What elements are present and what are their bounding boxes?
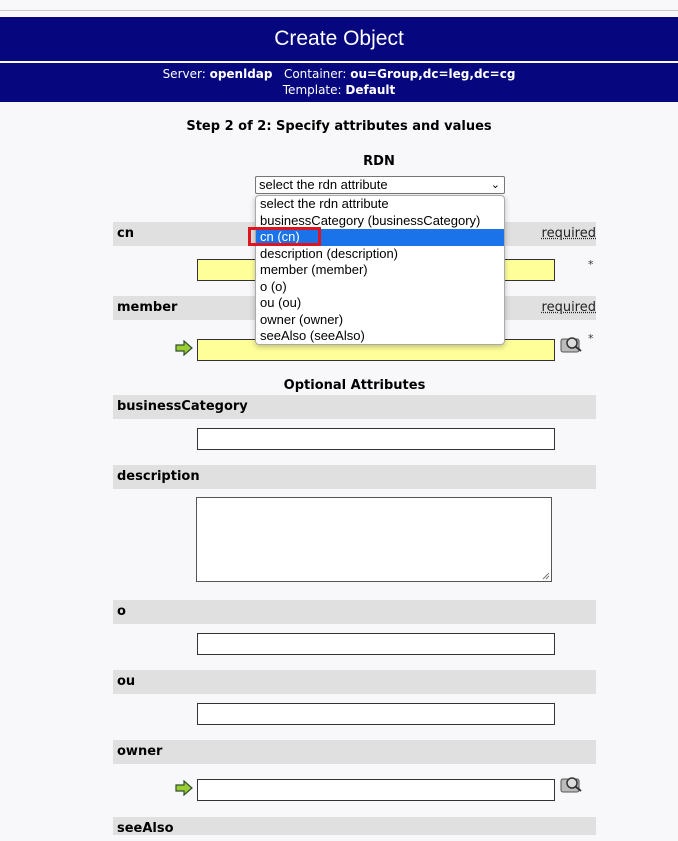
template-value: Default xyxy=(345,83,396,97)
container-value: ou=Group,dc=leg,dc=cg xyxy=(350,67,516,81)
required-marker: * xyxy=(588,332,594,345)
step-heading: Step 2 of 2: Specify attributes and values xyxy=(186,119,492,134)
attr-row-ou xyxy=(113,670,596,694)
required-tag: required xyxy=(541,226,596,241)
description-textarea[interactable] xyxy=(196,497,552,582)
rdn-option[interactable]: select the rdn attribute xyxy=(260,196,389,211)
rdn-select-value: select the rdn attribute xyxy=(259,177,388,192)
ou-input[interactable] xyxy=(197,703,555,725)
required-marker: * xyxy=(588,258,594,271)
magnifier-lookup-icon[interactable] xyxy=(560,334,584,354)
rdn-option-selected[interactable]: cn (cn) xyxy=(256,229,504,246)
rdn-select[interactable] xyxy=(255,176,505,194)
attr-row-description xyxy=(113,465,596,489)
chevron-down-icon: ⌄ xyxy=(490,179,500,191)
attr-name: seeAlso xyxy=(117,821,174,836)
rdn-option[interactable]: owner (owner) xyxy=(260,311,344,327)
container-label: Container: xyxy=(283,67,347,81)
businessCategory-input[interactable] xyxy=(197,428,555,450)
server-value: openldap xyxy=(209,67,273,81)
attr-row-businessCategory xyxy=(113,395,596,419)
green-arrow-icon[interactable] xyxy=(175,340,193,356)
attr-row-o xyxy=(113,600,596,624)
rdn-option[interactable]: seeAlso (seeAlso) xyxy=(260,328,365,343)
green-arrow-icon[interactable] xyxy=(175,780,193,796)
attr-name: o xyxy=(117,604,126,619)
resize-handle-icon[interactable] xyxy=(542,572,550,580)
attr-name: description xyxy=(117,469,200,484)
top-divider xyxy=(0,10,678,11)
rdn-option[interactable]: businessCategory (businessCategory) xyxy=(260,212,481,228)
page-title: Create Object xyxy=(0,17,678,61)
rdn-option[interactable]: member (member) xyxy=(260,262,368,277)
attr-row-owner xyxy=(113,740,596,764)
magnifier-lookup-icon[interactable] xyxy=(560,774,584,794)
attr-name: cn xyxy=(117,226,134,241)
rdn-option[interactable]: description (description) xyxy=(260,245,399,261)
context-info xyxy=(0,63,678,102)
attr-row-seeAlso xyxy=(113,817,596,835)
attr-name: businessCategory xyxy=(117,399,248,414)
required-tag: required xyxy=(541,300,596,315)
rdn-label: RDN xyxy=(363,154,395,169)
attr-name: ou xyxy=(117,674,136,689)
attr-name: member xyxy=(117,300,178,315)
owner-input[interactable] xyxy=(197,779,555,801)
rdn-dropdown-list[interactable] xyxy=(255,195,505,345)
template-label: Template: xyxy=(282,83,342,97)
o-input[interactable] xyxy=(197,633,555,655)
server-label: Server: xyxy=(162,67,206,81)
rdn-option[interactable]: ou (ou) xyxy=(260,295,302,310)
optional-attributes-title: Optional Attributes xyxy=(283,378,426,393)
attr-name: owner xyxy=(117,744,163,759)
highlight-annotation xyxy=(248,227,321,246)
rdn-option[interactable]: o (o) xyxy=(260,278,287,294)
